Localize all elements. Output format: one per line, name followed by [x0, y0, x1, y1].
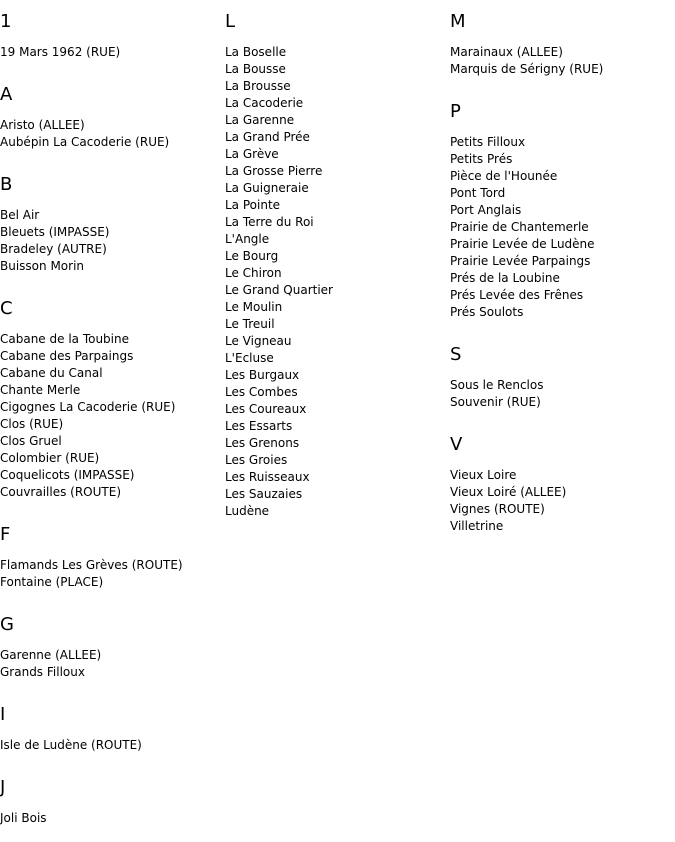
- street-name: Sous le Renclos: [450, 378, 544, 392]
- street-name: Les Coureaux: [225, 402, 307, 416]
- street-name: Aubépin La Cacoderie (RUE): [0, 135, 170, 149]
- street-name: Prés Levée des Frênes: [450, 288, 584, 302]
- street-name: Bel Air: [0, 208, 40, 222]
- letter-group: [0, 297, 220, 501]
- street-name: Les Burgaux: [225, 368, 300, 382]
- street-name: Prairie Levée de Ludène: [450, 237, 595, 251]
- street-name: Prés de la Loubine: [450, 271, 560, 285]
- street-name: Isle de Ludène (ROUTE): [0, 738, 142, 752]
- street-name: Vignes (ROUTE): [450, 502, 545, 516]
- street-name: La Garenne: [225, 113, 295, 127]
- street-name: Vieux Loire: [450, 468, 517, 482]
- street-name: Chante Merle: [0, 383, 81, 397]
- street-name: Bleuets (IMPASSE): [0, 225, 110, 239]
- street-list: [450, 44, 675, 78]
- letter-heading: I: [0, 704, 6, 725]
- street-name: Villetrine: [450, 519, 504, 533]
- street-name: Les Grenons: [225, 436, 300, 450]
- street-name: Joli Bois: [0, 811, 47, 825]
- street-name: Garenne (ALLEE): [0, 648, 102, 662]
- letter-heading: L: [225, 11, 236, 32]
- letter-group: [0, 173, 220, 275]
- street-name: Buisson Morin: [0, 259, 85, 273]
- street-list: [0, 44, 220, 61]
- street-name: La Boselle: [225, 45, 287, 59]
- street-name: La Cacoderie: [225, 96, 304, 110]
- street-name: Coquelicots (IMPASSE): [0, 468, 135, 482]
- letter-group: [450, 10, 675, 78]
- street-name: La Grève: [225, 147, 279, 161]
- street-name: Fontaine (PLACE): [0, 575, 104, 589]
- street-name: Le Vigneau: [225, 334, 292, 348]
- street-name: Cabane des Parpaings: [0, 349, 134, 363]
- street-list: [225, 44, 445, 520]
- letter-group: [0, 83, 220, 151]
- street-name: Aristo (ALLEE): [0, 118, 85, 132]
- street-name: Le Bourg: [225, 249, 279, 263]
- street-name: Flamands Les Grèves (ROUTE): [0, 558, 183, 572]
- street-name: Les Groies: [225, 453, 288, 467]
- letter-group: [225, 10, 445, 520]
- street-list: [0, 647, 220, 681]
- letter-group: [0, 703, 220, 754]
- street-list: [450, 134, 675, 321]
- street-name: Cabane de la Toubine: [0, 332, 129, 346]
- street-name: Colombier (RUE): [0, 451, 100, 465]
- street-list: [0, 557, 220, 591]
- street-list: [450, 467, 675, 535]
- street-list: [0, 737, 220, 754]
- street-name: Clos Gruel: [0, 434, 62, 448]
- letter-heading: J: [0, 777, 6, 798]
- street-name: Le Chiron: [225, 266, 282, 280]
- letter-group: [450, 100, 675, 321]
- street-name: Cabane du Canal: [0, 366, 103, 380]
- index-column-1: [0, 10, 220, 827]
- street-list: [0, 810, 220, 827]
- street-name: Les Essarts: [225, 419, 293, 433]
- index-column-2: [225, 10, 445, 520]
- street-name: Souvenir (RUE): [450, 395, 541, 409]
- street-name: La Brousse: [225, 79, 291, 93]
- street-name: Grands Filloux: [0, 665, 85, 679]
- street-name: Les Ruisseaux: [225, 470, 310, 484]
- street-name: Marquis de Sérigny (RUE): [450, 62, 604, 76]
- letter-group: [0, 776, 220, 827]
- street-name: La Bousse: [225, 62, 286, 76]
- letter-heading: S: [450, 344, 462, 365]
- street-name: La Pointe: [225, 198, 281, 212]
- letter-heading: C: [0, 298, 13, 319]
- street-name: L'Ecluse: [225, 351, 274, 365]
- street-list: [0, 207, 220, 275]
- street-name: L'Angle: [225, 232, 270, 246]
- street-name: Cigognes La Cacoderie (RUE): [0, 400, 176, 414]
- letter-heading: B: [0, 174, 13, 195]
- letter-group: [450, 343, 675, 411]
- street-name: Couvrailles (ROUTE): [0, 485, 122, 499]
- letter-heading: M: [450, 11, 466, 32]
- letter-heading: F: [0, 524, 11, 545]
- street-name: La Grand Prée: [225, 130, 310, 144]
- street-name: Ludène: [225, 504, 270, 518]
- street-name: Prés Soulots: [450, 305, 524, 319]
- letter-heading: P: [450, 101, 461, 122]
- street-name: Les Sauzaies: [225, 487, 303, 501]
- letter-group: [450, 433, 675, 535]
- street-name: 19 Mars 1962 (RUE): [0, 45, 121, 59]
- street-name: Le Moulin: [225, 300, 283, 314]
- street-name: Vieux Loiré (ALLEE): [450, 485, 567, 499]
- street-name: La Guigneraie: [225, 181, 309, 195]
- street-name: Le Treuil: [225, 317, 275, 331]
- street-name: Le Grand Quartier: [225, 283, 333, 297]
- street-name: Prairie de Chantemerle: [450, 220, 589, 234]
- letter-heading: G: [0, 614, 14, 635]
- letter-heading: 1: [0, 11, 12, 32]
- letter-heading: V: [450, 434, 463, 455]
- street-name: Pont Tord: [450, 186, 506, 200]
- letter-group: [0, 523, 220, 591]
- letter-group: [0, 613, 220, 681]
- street-name: Port Anglais: [450, 203, 522, 217]
- letter-heading: A: [0, 84, 13, 105]
- street-name: Pièce de l'Hounée: [450, 169, 558, 183]
- letter-group: [0, 10, 220, 61]
- street-name: La Terre du Roi: [225, 215, 314, 229]
- street-name: Petits Filloux: [450, 135, 526, 149]
- street-name: Petits Prés: [450, 152, 513, 166]
- street-name: Bradeley (AUTRE): [0, 242, 107, 256]
- street-list: [0, 331, 220, 501]
- street-name: Les Combes: [225, 385, 298, 399]
- street-list: [0, 117, 220, 151]
- street-list: [450, 377, 675, 411]
- index-column-3: [450, 10, 675, 535]
- street-name: La Grosse Pierre: [225, 164, 323, 178]
- street-name: Clos (RUE): [0, 417, 64, 431]
- street-name: Prairie Levée Parpaings: [450, 254, 591, 268]
- street-name: Marainaux (ALLEE): [450, 45, 563, 59]
